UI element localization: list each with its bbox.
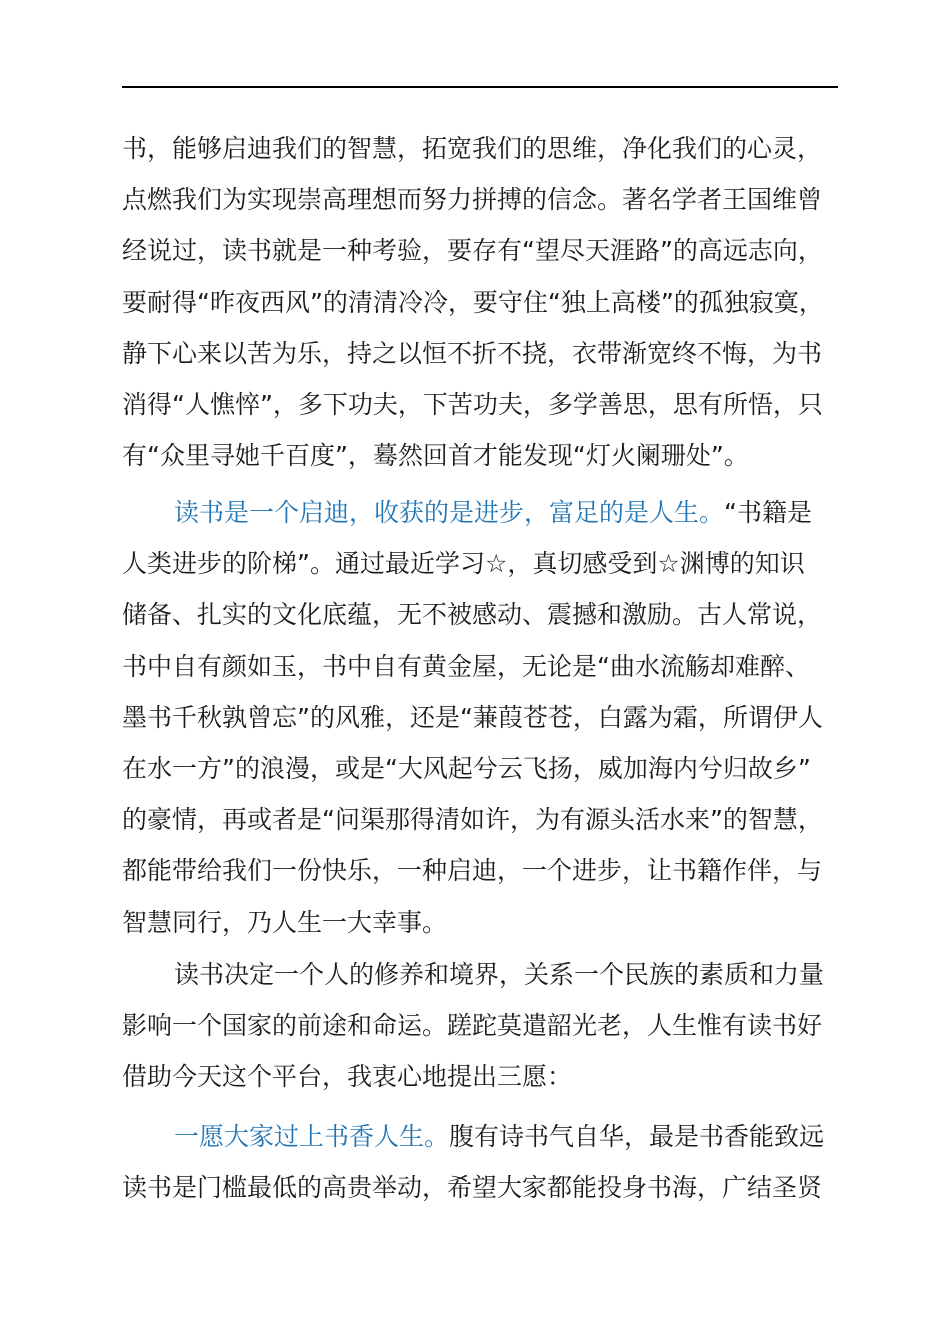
text-line: [0, 803, 950, 837]
body-text: 有“众里寻她千百度”，蓦然回首才能发现“灯火阑珊处”。: [122, 441, 749, 471]
body-text: 点燃我们为实现崇高理想而努力拼搏的信念。著名学者王国维曾: [122, 185, 823, 215]
highlighted-text: 读书是一个启迪，收获的是进步，富足的是人生。: [174, 498, 725, 527]
body-text: 影响一个国家的前途和命运。蹉跎莫遣韶光老，人生惟有读书好: [122, 1011, 823, 1041]
text-line: [0, 388, 950, 422]
body-text: 静下心来以苦为乐，持之以恒不折不挠，衣带渐宽终不悔，为书: [122, 338, 823, 368]
body-text: 都能带给我们一份快乐，一种启迪，一个进步，让书籍作伴，与: [122, 856, 823, 886]
header-rule: [122, 86, 838, 88]
body-text: 消得“人憔悴”，多下功夫，下苦功夫，多学善思，思有所悟，只: [122, 390, 823, 419]
text-line: [0, 906, 950, 940]
text-line: [0, 439, 950, 473]
body-text: 读书是门槛最低的高贵举动，希望大家都能投身书海，广结圣贤: [122, 1173, 823, 1203]
body-text: 腹有诗书气自华，最是书香能致远: [449, 1122, 825, 1151]
text-line: [0, 132, 950, 166]
highlighted-text: 一愿大家过上书香人生。: [174, 1122, 450, 1151]
body-text: 在水一方”的浪漫，或是“大风起兮云飞扬，威加海内兮归故乡”: [122, 754, 811, 783]
text-line: [0, 752, 950, 786]
text-line: [0, 547, 950, 581]
text-line: [0, 183, 950, 217]
text-line: [0, 286, 950, 320]
body-text: 要耐得“昨夜西风”的清清冷冷，要守住“独上高楼”的孤独寂寞，: [122, 287, 824, 317]
body-text: 借助今天这个平台，我衷心地提出三愿：: [122, 1062, 573, 1092]
text-line: [0, 1171, 950, 1205]
body-text: 书中自有颜如玉，书中自有黄金屋，无论是“曲水流觞却难醉、: [122, 651, 810, 681]
text-line: [0, 1120, 950, 1154]
text-line: [0, 650, 950, 684]
text-line: [0, 337, 950, 371]
text-line: [0, 701, 950, 735]
body-text: 的豪情，再或者是“问渠那得清如许，为有源头活水来”的智慧，: [122, 805, 823, 835]
text-line: [0, 234, 950, 268]
text-line: [0, 854, 950, 888]
text-line: [0, 598, 950, 632]
body-text: “书籍是: [724, 498, 812, 527]
body-text: 墨书千秋孰曾忘”的风雅，还是“蒹葭苍苍，白露为霜，所谓伊人: [122, 702, 823, 732]
body-text: 智慧同行，乃人生一大幸事。: [122, 907, 448, 937]
body-text: 人类进步的阶梯”。通过最近学习☆，真切感受到☆渊博的知识: [122, 549, 805, 579]
text-line: [0, 496, 950, 530]
text-line: [0, 1060, 950, 1094]
body-text: 书，能够启迪我们的智慧，拓宽我们的思维，净化我们的心灵，: [122, 134, 823, 163]
body-text: 储备、扎实的文化底蕴，无不被感动、震撼和激励。古人常说，: [122, 600, 823, 630]
text-line: [0, 958, 950, 992]
body-text: 经说过，读书就是一种考验，要存有“望尽天涯路”的高远志向，: [122, 236, 823, 266]
body-text: 读书决定一个人的修养和境界，关系一个民族的素质和力量: [174, 960, 825, 989]
text-line: [0, 1009, 950, 1043]
